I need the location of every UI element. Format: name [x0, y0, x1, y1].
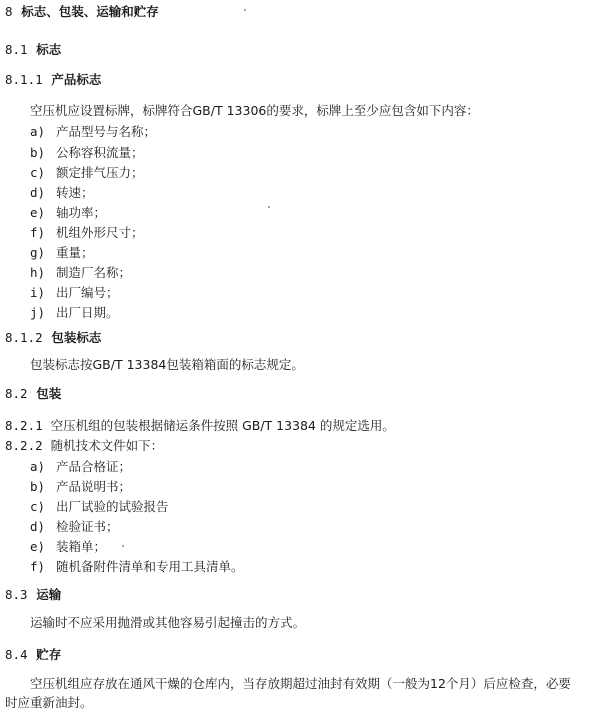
- section-title: 产品标志: [51, 72, 102, 87]
- scan-speck: [122, 545, 124, 547]
- section-title: 包装标志: [51, 330, 102, 345]
- list-item: e) 轴功率；: [30, 205, 107, 220]
- list-item: h) 制造厂名称；: [30, 265, 132, 280]
- clause-8-2-1: [5, 418, 395, 434]
- list-item: f) 随机备附件清单和专用工具清单。: [30, 559, 244, 574]
- clause-8-2-2: [5, 438, 163, 454]
- clause-text: 空压机组的包装根据储运条件按照 GB/T 13384 的规定选用。: [50, 418, 395, 433]
- list-item: e) 装箱单；: [30, 539, 107, 554]
- section-8-1-1-heading: [5, 72, 101, 88]
- list-item: f) 机组外形尺寸；: [30, 225, 144, 240]
- section-title: 标志、包装、运输和贮存: [21, 4, 159, 19]
- list-item: a) 产品合格证；: [30, 459, 132, 474]
- section-number: 8.1: [5, 42, 28, 57]
- section-number: 8.2: [5, 386, 28, 401]
- list-item: a) 产品型号与名称；: [30, 124, 157, 139]
- section-title: 贮存: [36, 647, 62, 662]
- list-item: i) 出厂编号；: [30, 285, 119, 300]
- list-item: b) 产品说明书；: [30, 479, 132, 494]
- paragraph-8-1-1-intro: 空压机应设置标牌，标牌符合GB/T 13306的要求，标牌上至少应包含如下内容：: [30, 103, 479, 118]
- paragraph-8-3: 运输时不应采用抛滑或其他容易引起撞击的方式。: [30, 615, 306, 630]
- list-item: j) 出厂日期。: [30, 305, 119, 320]
- section-number: 8.3: [5, 587, 28, 602]
- list-item: g) 重量；: [30, 245, 94, 260]
- section-8-4-heading: [5, 647, 61, 663]
- section-title: 运输: [36, 587, 62, 602]
- section-8-1-heading: [5, 42, 61, 58]
- section-number: 8.4: [5, 647, 28, 662]
- section-8-1-2-heading: [5, 330, 101, 346]
- section-title: 包装: [36, 386, 62, 401]
- list-item: c) 出厂试验的试验报告: [30, 499, 169, 514]
- list-item: d) 检验证书；: [30, 519, 119, 534]
- scan-speck: [244, 9, 246, 11]
- paragraph-8-4-line-1: 空压机组应存放在通风干燥的仓库内，当存放期超过油封有效期（一般为12个月）后应检查，必要: [30, 676, 571, 691]
- list-item: c) 额定排气压力；: [30, 165, 144, 180]
- section-number: 8: [5, 4, 13, 19]
- section-number: 8.1.1: [5, 72, 43, 87]
- clause-number: 8.2.1: [5, 418, 43, 433]
- section-title: 标志: [36, 42, 62, 57]
- clause-text: 随机技术文件如下：: [50, 438, 164, 453]
- section-8-heading: [5, 4, 159, 20]
- paragraph-8-1-2: 包装标志按GB/T 13384包装箱箱面的标志规定。: [30, 357, 304, 372]
- section-number: 8.1.2: [5, 330, 43, 345]
- section-8-3-heading: [5, 587, 61, 603]
- list-item: d) 转速；: [30, 185, 94, 200]
- paragraph-8-4-line-2: 时应重新油封。: [5, 695, 93, 710]
- section-8-2-heading: [5, 386, 61, 402]
- clause-number: 8.2.2: [5, 438, 43, 453]
- scan-speck: [268, 206, 270, 208]
- list-item: b) 公称容积流量；: [30, 145, 144, 160]
